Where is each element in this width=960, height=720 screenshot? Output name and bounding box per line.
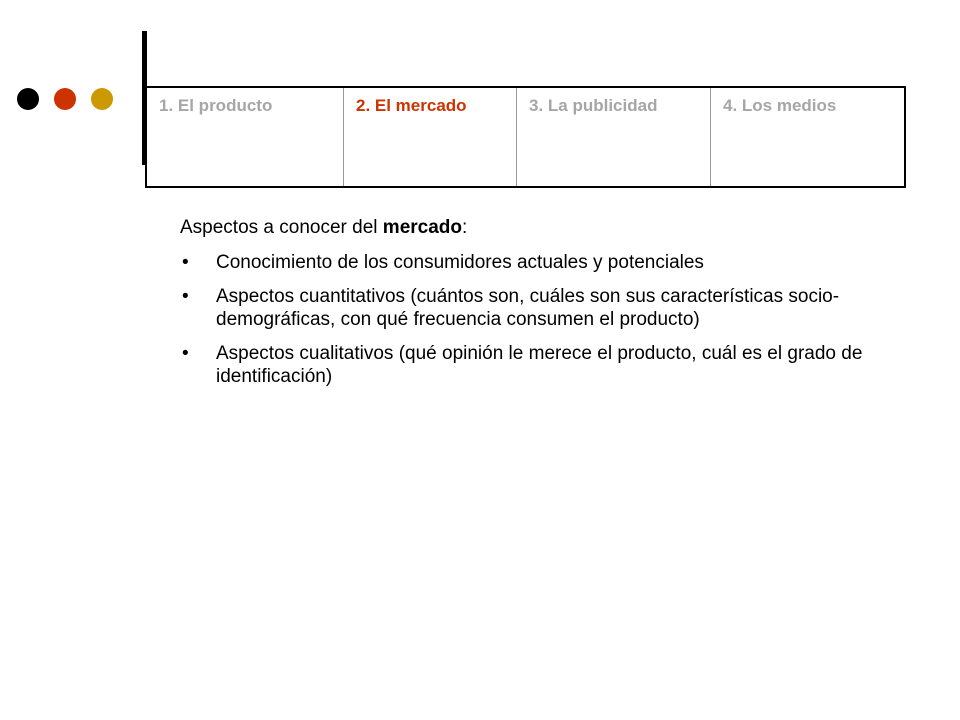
intro-text: [180, 216, 910, 239]
intro-prefix: Aspectos a conocer del: [180, 217, 383, 238]
red-dot-icon: [54, 88, 76, 110]
list-item: • Conocimiento de los consumidores actuales y potenciales: [180, 251, 910, 274]
decorative-dots: [17, 88, 113, 110]
list-item: • Aspectos cualitativos (qué opinión le merece el producto, cuál es el grado de identificación): [180, 342, 910, 388]
slide-content: [180, 216, 910, 399]
black-dot-icon: [17, 88, 39, 110]
section-tabs: [145, 86, 906, 188]
intro-keyword: mercado: [382, 217, 462, 238]
intro-suffix: :: [462, 217, 468, 238]
gold-dot-icon: [91, 88, 113, 110]
tab-la-publicidad[interactable]: 3. La publicidad: [517, 88, 711, 186]
list-item: • Aspectos cuantitativos (cuántos son, cuáles son sus características socio-demográficas, con qué frecuencia consumen el producto): [180, 285, 910, 331]
bullet-list: [180, 251, 910, 388]
tab-los-medios[interactable]: 4. Los medios: [723, 96, 837, 115]
tab-el-mercado[interactable]: 2. El mercado: [344, 88, 517, 186]
tab-el-producto[interactable]: 1. El producto: [147, 88, 344, 186]
